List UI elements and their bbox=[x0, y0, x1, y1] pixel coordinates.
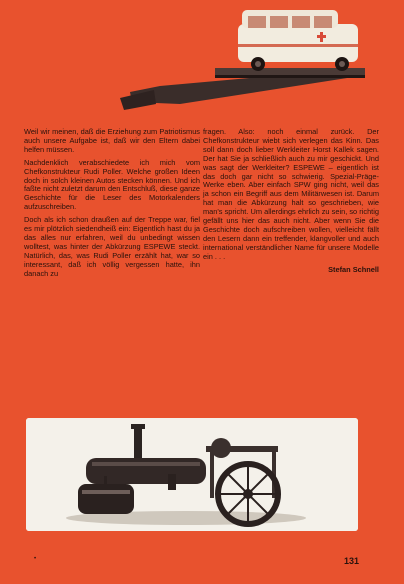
article-paragraph: fragen. Also: noch einmal zurück. Der Chefkonstrukteur wiebt sich verlegen das Kinn. Das soll dann doch lieber Werkleiter Horst Kallek sagen. Der hat Sie ja schließlich auch zu mir geschickt. Und was sagt der Werkleiter? ESPEWE – eigentlich ist das doch gar nicht so schwierig. Spezial-Präge-Werke eben. Aber einfach SPW ging nicht, weil das ja schon ein Begriff aus dem Militärwesen ist. Darum hat man die Abkürzung halt so geschrieben, wie man's spricht. Um allerdings ehrlich zu sein, so richtig gefällt uns hier das auch nicht. Aber wenn Sie die Geschichte doch aufschreiben wollen, vielleicht fällt den Lesern dann ein treffender, klangvoller und auch international verständlicher Name für unsere Modelle ein . . . bbox=[203, 127, 379, 261]
van-on-transporter-illustration bbox=[120, 6, 370, 118]
article-paragraph: Nachdenklich verabschiedete ich mich vom Chefkonstrukteur Rudi Poller. Welche großen Ideen doch in solch kleinen Autos stecken können. Und ich faßte nicht zuletzt darum den Entschluß, diese ganze Geschichte für die Leser des Motorkalenders aufzuschreiben. bbox=[24, 157, 200, 212]
steam-roller-model-photo bbox=[26, 418, 358, 531]
article-paragraph: Weil wir meinen, daß die Erziehung zum Patriotismus auch unsere Aufgabe ist, daß wir den Eltern dabei helfen müssen. bbox=[24, 127, 200, 154]
article-column-right bbox=[203, 128, 379, 275]
page-footer-mark: • bbox=[34, 556, 37, 562]
page-number: 131 bbox=[344, 556, 360, 566]
article-author: Stefan Schnell bbox=[328, 264, 379, 274]
article-paragraph: Doch als ich schon draußen auf der Treppe war, fiel es mir plötzlich siedendheiß ein: Eigentlich hast du ja das alles nur erfahren, weil du unbedingt wissen wolltest, was hinter der Abkürzung ESPEWE steckt. Natürlich, das, was Rudi Poller erzählt hat, war so interessant, daß ich völlig vergessen hatte, ihn danach zu bbox=[24, 215, 200, 278]
article-column-left bbox=[24, 128, 200, 283]
